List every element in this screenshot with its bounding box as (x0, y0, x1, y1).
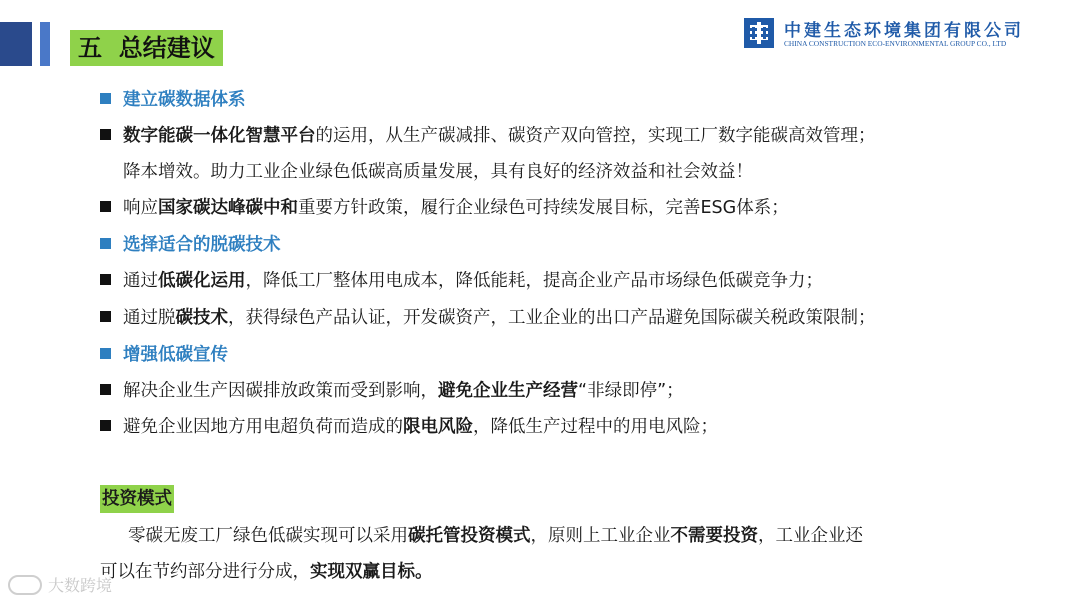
company-name-en: CHINA CONSTRUCTION ECO-ENVIRONMENTAL GROUP CO., LTD (784, 39, 1007, 48)
company-name-cn: 中建生态环境集团有限公司 (784, 21, 1024, 41)
list-item: 解决企业生产因碳排放政策而受到影响，避免企业生产经营“非绿即停”； (100, 379, 684, 403)
investment-title: 投资模式 (100, 485, 174, 513)
square-bullet-icon (100, 129, 111, 140)
page-title (70, 30, 223, 66)
investment-paragraph-line1: 零碳无废工厂绿色低碳实现可以采用碳托管投资模式，原则上工业企业不需要投资，工业企业还 (128, 526, 863, 546)
header-bar-light (40, 22, 50, 66)
square-bullet-icon (100, 201, 111, 212)
list-item: 响应国家碳达峰碳中和重要方针政策，履行企业绿色可持续发展目标，完善ESG体系； (100, 196, 789, 220)
section-heading-carbon-data: 建立碳数据体系 (100, 88, 246, 112)
list-item: 避免企业因地方用电超负荷而造成的限电风险，降低生产过程中的用电风险； (100, 415, 718, 439)
list-item-continuation: 降本增效。助力工业企业绿色低碳高质量发展，具有良好的经济效益和社会效益！ (123, 162, 753, 182)
company-logo (744, 18, 1064, 52)
square-bullet-icon (100, 93, 111, 104)
square-bullet-icon (100, 311, 111, 322)
square-bullet-icon (100, 348, 111, 359)
list-item: 数字能碳一体化智慧平台的运用，从生产碳减排、碳资产双向管控，实现工厂数字能碳高效管理； (100, 124, 876, 148)
header-bar-dark (0, 22, 32, 66)
watermark: 大数跨境 (8, 573, 112, 596)
list-item: 通过低碳化运用，降低工厂整体用电成本，降低能耗，提高企业产品市场绿色低碳竞争力； (100, 269, 823, 293)
list-item: 通过脱碳技术，获得绿色产品认证，开发碳资产，工业企业的出口产品避免国际碳关税政策限制； (100, 306, 876, 330)
section-heading-decarbonization-tech: 选择适合的脱碳技术 (100, 233, 281, 257)
investment-paragraph-line2: 可以在节约部分进行分成，实现双赢目标。 (100, 562, 433, 582)
square-bullet-icon (100, 238, 111, 249)
watermark-logo-icon (8, 575, 42, 595)
section-title: 总结建议 (118, 34, 215, 62)
company-logo-icon (744, 18, 774, 48)
section-heading-low-carbon-promotion: 增强低碳宣传 (100, 343, 228, 367)
square-bullet-icon (100, 384, 111, 395)
square-bullet-icon (100, 420, 111, 431)
square-bullet-icon (100, 274, 111, 285)
section-number: 五 (78, 34, 102, 62)
